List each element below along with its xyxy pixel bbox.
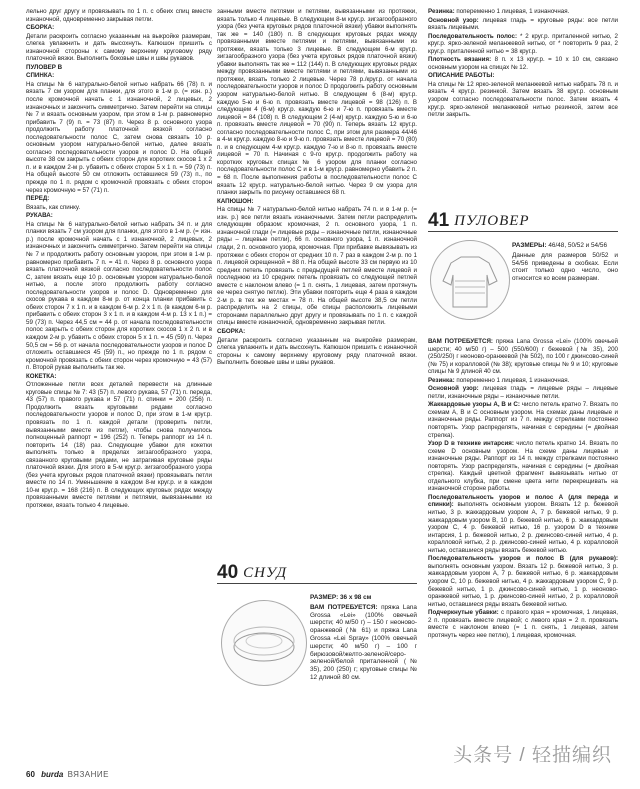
section-41-title: ПУЛОВЕР bbox=[454, 212, 530, 229]
snood-need-label: ВАМ ПОТРЕБУЕТСЯ: bbox=[310, 603, 378, 611]
column-right-top bbox=[428, 8, 618, 208]
section-heading: КАПЮШОН: bbox=[217, 197, 254, 205]
paragraph: Резинка: попеременно 1 лицевая, 1 изнаночная. bbox=[428, 8, 570, 15]
run-in-heading: Резинка: bbox=[428, 376, 455, 384]
paragraph: Узор D в технике интарсия: число петель кратно 14. Вязать по схеме D основным узором. На схеме даны лицевые и изнаночные ряды. Раппорт из 14 п. между стрелками постоянно повторять. Узор распределять, начиная с середины (= двойная стрелка). Каждый цветной фрагмент вывязывать нитью от отдельного клубка, при смене цвета нити перекрещивать на изнаночной стороне работы. bbox=[428, 440, 618, 493]
run-in-heading: Резинка: bbox=[428, 8, 455, 15]
pullover-sizes bbox=[512, 242, 618, 283]
brand-logo: burda bbox=[41, 770, 64, 779]
page-number: 60 bbox=[26, 770, 35, 779]
run-in-heading: Жаккардовые узоры A, B и C: bbox=[428, 401, 520, 409]
run-in-heading: Плотность вязания: bbox=[428, 56, 492, 64]
paragraph: Резинка: попеременно 1 лицевая, 1 изнаночная. bbox=[428, 376, 570, 384]
column-right-bottom bbox=[428, 338, 618, 778]
section-heading: ПЕРЕД: bbox=[26, 195, 50, 203]
pullover-photo bbox=[430, 240, 510, 320]
snood-info bbox=[310, 594, 417, 682]
run-in-heading: Основной узор: bbox=[428, 16, 479, 24]
snood-size: РАЗМЕР: 36 x 98 см bbox=[310, 594, 372, 601]
sizes-label: РАЗМЕРЫ: bbox=[512, 242, 547, 249]
section-40-number: 40 bbox=[217, 562, 239, 583]
paragraph: Детали раскроить согласно указанным на выкройке размерам, слегка увлажнить и дать высохнуть. Капюшон пришить с изнаночной стороны к самому верхнему круговому ряду платочной вязки. Выполнить боковые швы и швы рукавов. bbox=[217, 336, 417, 367]
snood-photo bbox=[221, 600, 307, 686]
run-in-heading: Последовательность узоров и полос B (для рукавов): bbox=[428, 555, 618, 563]
section-heading: КОКЕТКА: bbox=[26, 372, 57, 380]
paragraph: Отложенные петли всех деталей перевести на длинные круговые спицы № 7: 43 (57) п. левого рукава, 57 (71) п. переда, 43 (57) п. правого рукава и 57 (71) п. спинки = 200 (256) п. Продолжить вязать круговыми рядами согласно последовательности узоров и полос D, при этом в 1-м круг.р. провязать по 1 п. каждой детали (проверить петли, вывязанными вместе из петли), чтобы снова получилось полноценный раппорт = 196 (252) п. Теперь раппорт из 14 п. повторить 14 (18) раз. Следующие убавки для кокетки выполнять только в пределах зигзагообразного узора, связанного круговыми рядами, не затрагивая круговые ряды платочной вязки. Для этого в 5-м круг.р. зигзагообразного узора (без учета круговых рядов платочной вязки) провязывать петли вместе по 14 п. Уменьшение в каждом 8-м круг.р. и в каждом 10-м круг.р. = 168 (216) п. В следующих круговых рядах между провязанными вместе петлями и петлями, вывязанными из протяжки, вязать только 4 лицевые. bbox=[26, 381, 212, 509]
paragraph: Вязать, как спинку. bbox=[26, 203, 81, 211]
column-left bbox=[26, 8, 212, 733]
watermark: 头条号 / 轻描编织 bbox=[453, 745, 612, 766]
paragraph: Основной узор: лицевая гладь = лицевые ряды – лицевые петли, изнаночные ряды – изнаночные петли. bbox=[428, 385, 619, 400]
section-40-rule bbox=[217, 583, 417, 584]
section-heading: ОПИСАНИЕ РАБОТЫ: bbox=[428, 72, 495, 80]
section-41-header bbox=[428, 210, 530, 232]
run-in-heading: Последовательность полос: bbox=[428, 32, 518, 40]
paragraph: Последовательность узоров и полос B (для рукавов): выполнять основным узором. Вязать 12 р. бежевой нитью, 3 р. жаккардовым узором A, 7 р. бежевой нитью, 6 р. жаккардовым узором C, 10 р. бежевой нитью, 4 р. жаккардовым узором C, 9 р. бежевой нитью, 1 р. джинсово-синей нитью, 1 р. неоново-оранжевой нитью, 1 р. джинсово-синей нитью, 2 р. коралловой нитью, оставшиеся ряды вязать бежевой нитью. bbox=[428, 555, 618, 608]
run-in-heading: Узор D в технике интарсия: bbox=[428, 440, 514, 448]
paragraph: Последовательность полос: * 2 круг.р. приталенной нитью, 2 круг.р. ярко-зеленой меланжевой нитью, от * повторить 9 раз, 2 круг.р. приталенной нитью = 38 круг.р. bbox=[428, 32, 618, 55]
paragraph: Плотность вязания: 8 п. x 13 круг.р. = 10 x 10 см, связано основным узором на спицах № 12. bbox=[428, 56, 618, 71]
section-heading: СБОРКА: bbox=[26, 24, 55, 32]
paragraph: Подчеркнутые убавки: с правого края = кромочная, 1 лицевая, 2 п. провязать вместе лицевой; с левого края = 2 п. провязать вместе с наклоном влево (= 1 п. снять, 1 лицевая, затем протянуть через нее петлю), 1 лицевая, кромочная. bbox=[428, 609, 618, 639]
paragraph: лельно друг другу и провязывать по 1 п. с обеих спиц вместе изнаночной, одновременно закрывая петли. bbox=[26, 8, 212, 23]
paragraph: На спицы № 7 натурально-белой нитью набрать 74 п. и в 1-м р. (= изн. р.) все петли вязать изнаночными. Затем петли распределить следующим образом: кромочная, 2 п. основного узора, 1 п. изнаночной глади (= лицевые ряды – изнаночные петли, изнаночные ряды – лицевые петли), 66 п. основного узора, 1 п. изнаночной глади, 2 п. основного узора, кромочная. При прибавке вывязывать из протяжки с обеих сторон от средних 10 п. 7 раз в каждом 2-м р. по 1 п. лицевой скрещенной = 88 п. На общей высоте 33 см первую из 10 средних петель провязать с предыдущей петлей вместе лицевой и последнюю из 10 средних петель провязать со следующей петлей вместе с наклоном влево (= 1 п. снять, 1 лицевая, затем протянуть ее через снятую петлю). Эти убавки повторить еще 4 раза в каждом 2-м р. в тех же местах = 78 п. На общей высоте 38,5 см петли распределить на 2 спицы, обе спицы расположить лицевыми сторонами параллельно друг другу и провязывать по 1 п. с каждой спицы вместе изнаночной, одновременно закрывая петли. bbox=[217, 206, 417, 327]
run-in-heading: Подчеркнутые убавки: bbox=[428, 609, 499, 617]
paragraph: занными вместе петлями и петлями, вывязанными из протяжки, вязать только 4 лицевые. В следующем 8-м круг.р. зигзагообразного узора (без учета круговых рядов платочной вязки) убавки выполнять так же = 140 (180) п. В следующих круговых рядах между провязанными вместе петлями и петлями, вывязанными из протяжки, вязать только 3 лицевые. В следующем 6-м круг.р. зигзагообразного узора (без учета круговых рядов платочной вязки) убавки выполнять так же = 112 (144) п. В следующих круговых рядах между провязанными вместе петлями и петлями, вывязанными из протяжки, вязать только 2 лицевые. Через 78 р./круг.р. от начала последовательности узоров и полос D продолжить работу основным узором натурально-белой нитью. В следующем 6 (8-м) круг.р. каждую 5-ю и 6-ю п. провязать вместе лицевой = 98 (126) п. В следующем 4 (6-м) круг.р. каждую 6-ю и 7-ю п. провязать вместе лицевой = 84 (108) п. В следующем 2 (4-м) круг.р. каждую 5-ю и 6-ю п. провязать вместе лицевой = 70 (90) п. Теперь вязать 12 круг.р. согласно последовательности полос С, при этом для размера 44/46 в 4-м круг.р. каждую 8-ю и 9-ю п. провязать вместе лицевой = 70 (80) п. и в следующем 4-м круг.р. каждую 7-ю и 8-ю п. провязать вместе лицевой = 70 п. Начиная с 9-го круг.р. продолжить работу на коротких круговых спицах № 6 узором для планки согласно последовательности полос С и в 1-м круг.р. равномерно убавить 2 п. = 68 п. После выполнения работы в последовательности полос С вязать 12 круг.р. натурально-белой нитью. Через 9 см узора для планки закрыть по рисунку оставшиеся 68 п. bbox=[217, 8, 417, 197]
paragraph: Последовательность узоров и полос A (для переда и спинки): выполнять основным узором. Вязать 12 р. бежевой нитью, 3 р. жаккардовым узором A, 7 р. бежевой нитью, 9 р. жаккардовым узором B, 10 р. бежевой нитью, 6 р. жаккардовым узором C, 4 р. бежевой нитью, 16 р. узором D в технике интарсия, 1 р. бежевой нитью, 2 р. джинсово-синей нитью, 4 р. коралловой нитью, 2 р. джинсово-синей нитью, 4 р. коралловой нитью, оставшиеся ряды вязать бежевой нитью. bbox=[428, 493, 618, 554]
run-in-heading: Основной узор: bbox=[428, 385, 479, 393]
section-40-title: СНУД bbox=[243, 564, 288, 581]
section-heading: ПУЛОВЕР В bbox=[26, 63, 63, 71]
paragraph: Основной узор: лицевая гладь = круговые ряды: все петли вязать лицевыми. bbox=[428, 16, 619, 32]
section-41-rule bbox=[428, 231, 618, 232]
section-heading: СПИНКА: bbox=[26, 72, 55, 80]
paragraph: Детали раскроить согласно указанным на выкройке размерам, слегка увлажнить и дать высохнуть. Капюшон пришить с изнаночной стороны к самому верхнему круговому ряду платочной вязки. Выполнить боковые швы и швы рукавов. bbox=[26, 32, 212, 63]
section-40-header bbox=[217, 562, 287, 584]
run-in-heading: Последовательность узоров и полос A (для переда и спинки): bbox=[428, 493, 618, 509]
paragraph: ВАМ ПОТРЕБУЕТСЯ: пряжа Lana Grossa «Lei» (100% овечьей шерсти; 40 м/50 г) – 500 (550/600) г бежевой (№ 35), 200 (250/250) г неоново-оранжевой (№ 502), по 100 г джинсово-синей (№ 75) и коралловой (№ 38); круговые спицы № 9 и 10; круговые спицы № 9 длиной 40 см. bbox=[428, 338, 618, 376]
page-footer bbox=[26, 770, 109, 779]
paragraph: На спицы № 6 натурально-белой нитью набрать 34 п. и для планки вязать 7 см узором для планки, для этого в 1-м р. (= изн. р.) после кромочной начать с 1 изнаночной, 2 лицевых, 2 изнаночных и закончить симметрично. Затем перейти на спицы № 7 и продолжить работу основным узором, при этом в 1-м р. равномерно прибавить 7 п. = 41 п. Через 8 р. основного узора вязать платочной вязкой согласно последовательности полос С, затем вязать еще 10 р. основным узором натурально-белой нитью, а после этого продолжить работу согласно последовательности узоров и полос D. Одновременно для скосов рукава в каждом 8-м р. от конца планки прибавить с обеих сторон 7 x 1 п. и в каждом 6-м р. 2 x 1 п. (в каждом 6-м р. прибавить с обеих сторон 3 x 1 п. и в каждом 4-м р. 13 x 1 п.) = 59 (73) п. Через 44,5 см = 44 р. от начала последовательности полос закрыть с обеих сторон для коротких скосов 1 x 2 п. и в каждом 2-м р. убавить с обеих сторон 5 x 1 п. = 45 (59) п. Через 50,5 см = 56 р. от начала последовательности узоров и полос D отложить оставшиеся 45 (59) п., но прежде по 1 п. рядом с кромочной провязать с обеих сторон через кромочную = 43 (57) п. Второй рукав выполнить так же. bbox=[26, 220, 212, 372]
paragraph: Жаккардовые узоры A, B и C: число петель кратно 7. Вязать по схемам A, B и C основным узором. На схемах даны лицевые и изнаночные ряды. Раппорт из 7 п. между стрелками постоянно повторять. Узор распределять, начиная с середины (= двойная стрелка). bbox=[428, 401, 618, 439]
paragraph: На спицы № 12 ярко-зеленой меланжевой нитью набрать 78 п. и вязать 4 круг.р. резинкой. Затем вязать 38 круг.р. основным узором согласно последовательности полос. Затем вязать 4 круг.р. ярко-зеленой меланжевой нитью резинкой, затем все петли закрыть. bbox=[428, 80, 618, 119]
sizes-value: 46/48, 50/52 и 54/56 bbox=[548, 242, 607, 249]
sizes-note: Данные для размеров 50/52 и 54/56 приведены в скобках. Если стоит только одно число, оно относится ко всем размерам. bbox=[512, 251, 618, 283]
snood-need: пряжа Lana Grossa «Lei» (100% овечьей шерсти; 40 м/50 г) – 150 г неоново-оранжевой (№ 61) и пряжа Lana Grossa «Lei Spray» (100% овечьей шерсти; 40 м/50 г) – 100 г бирюзовой/желто-зеленой/серо-зеленой/белой приталенной (№ 35), 200 (250) г; круговые спицы № 12 длиной 80 см. bbox=[310, 603, 417, 681]
section-41-number: 41 bbox=[428, 210, 450, 231]
section-heading: РУКАВА: bbox=[26, 212, 53, 220]
section-heading: СБОРКА: bbox=[217, 327, 246, 335]
run-in-heading: ВАМ ПОТРЕБУЕТСЯ: bbox=[428, 338, 493, 345]
brand-subtitle: ВЯЗАНИЕ bbox=[67, 770, 109, 779]
column-middle-top bbox=[217, 8, 417, 367]
paragraph: На спицы № 6 натурально-белой нитью набрать 66 (78) п. и вязать 7 см узором для планки, для этого в 1-м р. (= изн. р.) после кромочной начать с 1 изнаночной, 2 лицевых, 2 изнаночных и закончить симметрично. Затем перейти на спицы № 7 и вязать основным узором, при этом в 1-м р. равномерно прибавить 7 (9) п. = 73 (87) п. Через 8 р. основного узора продолжить работу платочной вязкой согласно последовательности полос С, затем снова связать 10 р. основным узором натурально-белой нитью, далее вязать согласно последовательности узоров и полос D. На общей высоте 38 см закрыть с обеих сторон для коротких скосов 1 x 2 п. и в каждом 2-м р. убавить с обеих сторон 5 x 1 п. = 59 (73) п. На общей высоте 50 см отложить оставшиеся 59 (73) п., по прежде по 1 п. рядом с кромочной провязать с обеих сторон через кромочную = 57 (71) п. bbox=[26, 80, 212, 194]
